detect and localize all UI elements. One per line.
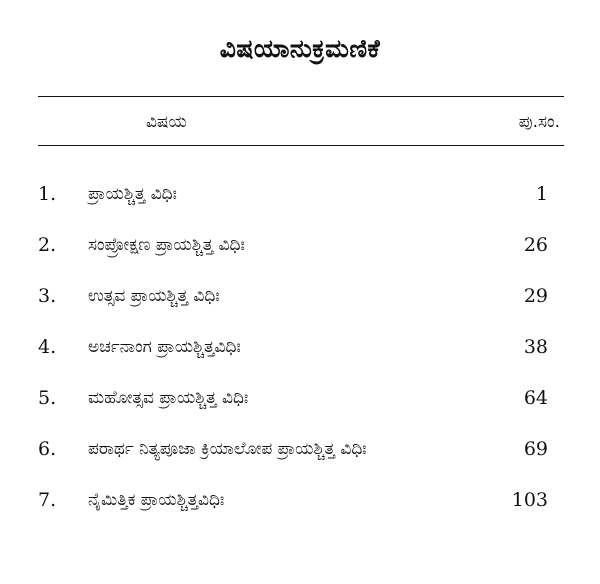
entry-page-number: 29 [523, 285, 548, 307]
entry-title: ಪರಾರ್ಥ ನಿತ್ಯಪೂಜಾ ಕ್ರಿಯಾಲೋಪ ಪ್ರಾಯಶ್ಚಿತ್ತ ವಿಧಿಃ [88, 439, 367, 459]
page-title: ವಿಷಯಾನುಕ್ರಮಣಿಕೆ [219, 34, 381, 63]
header-top-rule [38, 96, 564, 97]
entry-number: 2. [38, 234, 57, 256]
toc-entry-5 [0, 387, 600, 419]
entry-title: ಪ್ರಾಯಶ್ಚಿತ್ತ ವಿಧಿಃ [88, 184, 177, 204]
entry-page-number: 26 [523, 234, 548, 256]
entry-number: 4. [38, 336, 57, 358]
toc-entry-1 [0, 183, 600, 215]
toc-entry-2 [0, 234, 600, 266]
toc-entry-3 [0, 285, 600, 317]
page-number-column-header: ಪು.ಸಂ. [518, 112, 560, 132]
entry-title: ನೈಮಿತ್ತಿಕ ಪ್ರಾಯಶ್ಚಿತ್ತವಿಧಿಃ [88, 490, 225, 510]
toc-entry-4 [0, 336, 600, 368]
toc-entry-7 [0, 489, 600, 521]
entry-page-number: 69 [523, 438, 548, 460]
entry-page-number: 103 [511, 489, 548, 511]
toc-entry-6 [0, 438, 600, 470]
entry-page-number: 38 [523, 336, 548, 358]
entry-number: 6. [38, 438, 57, 460]
entry-title: ಸಂಪ್ರೋಕ್ಷಣ ಪ್ರಾಯಶ್ಚಿತ್ತ ವಿಧಿಃ [88, 235, 245, 255]
entry-title: ಉತ್ಸವ ಪ್ರಾಯಶ್ಚಿತ್ತ ವಿಧಿಃ [88, 286, 220, 306]
entry-number: 3. [38, 285, 57, 307]
entry-page-number: 64 [523, 387, 548, 409]
entry-title: ಅರ್ಚನಾಂಗ ಪ್ರಾಯಶ್ಚಿತ್ತವಿಧಿಃ [88, 337, 241, 357]
header-bottom-rule [38, 145, 564, 146]
entry-page-number: 1 [535, 183, 548, 205]
entry-number: 1. [38, 183, 57, 205]
entry-number: 7. [38, 489, 57, 511]
subject-column-header: ವಿಷಯ [146, 112, 187, 132]
entry-number: 5. [38, 387, 57, 409]
entry-title: ಮಹೋತ್ಸವ ಪ್ರಾಯಶ್ಚಿತ್ತ ವಿಧಿಃ [88, 388, 249, 408]
